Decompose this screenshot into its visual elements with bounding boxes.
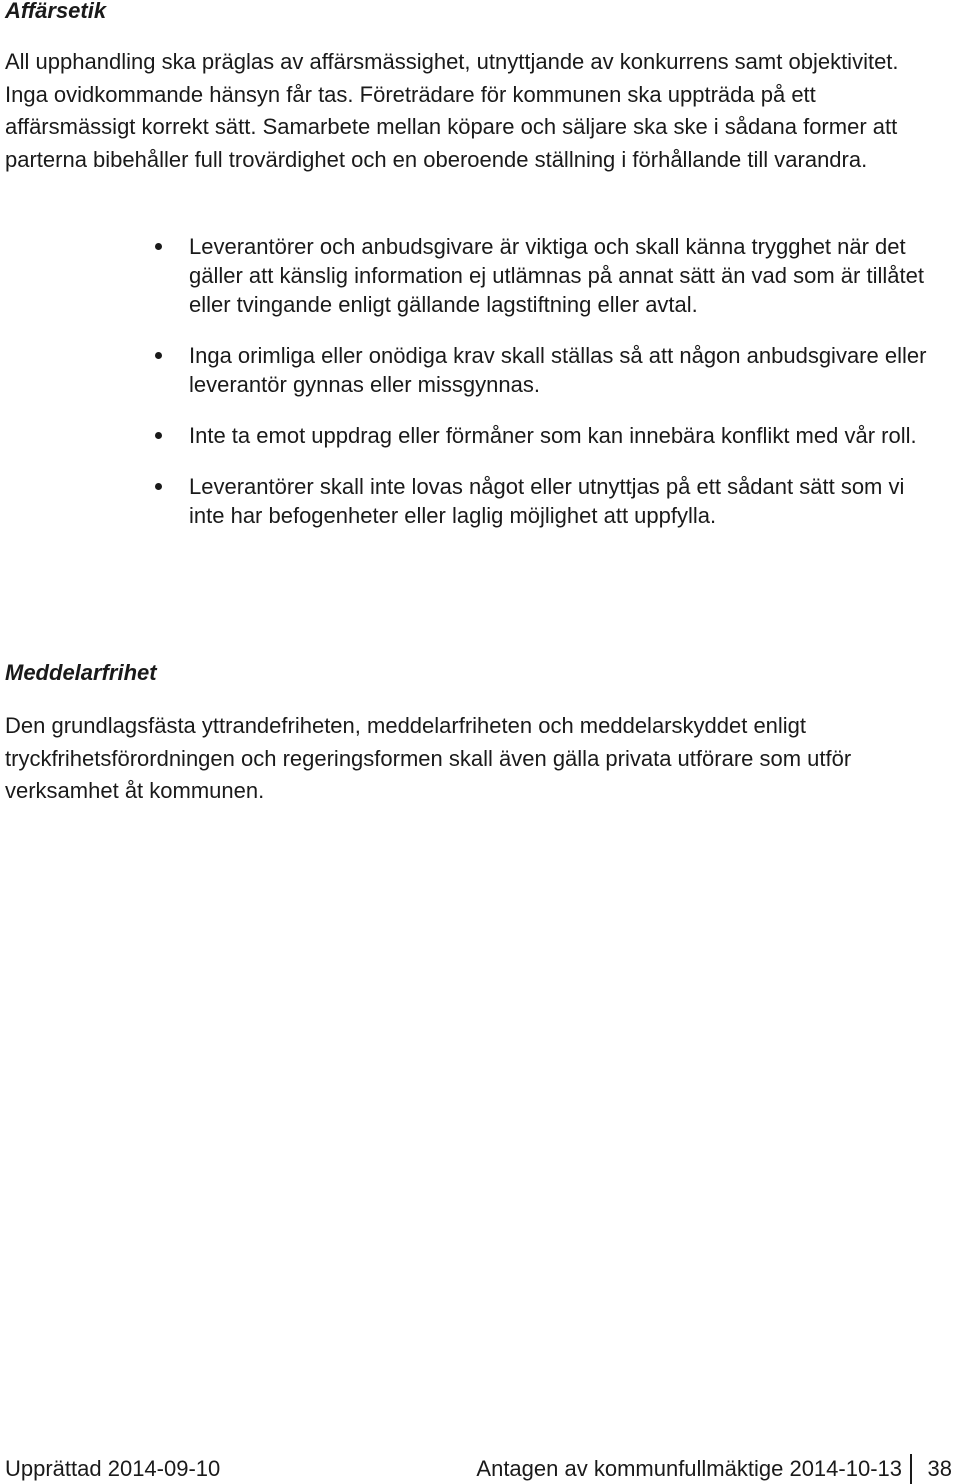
section-paragraph-affarsetik: All upphandling ska präglas av affärsmässighet, utnyttjande av konkurrens samt objektivitet. Inga ovidkommande hänsyn får tas. Företrädare för kommunen ska uppträda på ett affärsmässigt korrekt sätt. Samarbete mellan köpare och säljare ska ske i sådana former att parterna bibehåller full trovärdighet och en oberoende ställning i förhållande till varandra. bbox=[5, 49, 899, 172]
list-item-text: Leverantörer skall inte lovas något eller utnyttjas på ett sådant sätt som vi inte har befogenheter eller laglig möjlighet att uppfylla. bbox=[189, 474, 905, 528]
section-heading-meddelarfrihet: Meddelarfrihet bbox=[5, 660, 157, 685]
list-item bbox=[189, 232, 929, 319]
bullet-icon bbox=[155, 432, 162, 439]
list-item bbox=[189, 472, 929, 530]
list-item bbox=[189, 341, 929, 399]
page-number: 38 bbox=[927, 1456, 952, 1481]
bullet-list bbox=[189, 232, 929, 552]
list-item-text: Leverantörer och anbudsgivare är viktiga och skall känna trygghet när det gäller att känslig information ej utlämnas på annat sätt än vad som är tillåtet eller tvingande enligt gällande lagstiftning eller avtal. bbox=[189, 234, 924, 317]
bullet-icon bbox=[155, 483, 162, 490]
section-heading-affarsetik: Affärsetik bbox=[5, 0, 107, 23]
bullet-icon bbox=[155, 243, 162, 250]
bullet-icon bbox=[155, 352, 162, 359]
footer-created-date: Upprättad 2014-09-10 bbox=[5, 1456, 221, 1481]
footer-divider bbox=[910, 1454, 912, 1484]
list-item bbox=[189, 421, 929, 450]
list-item-text: Inga orimliga eller onödiga krav skall ställas så att någon anbudsgivare eller leverantör gynnas eller missgynnas. bbox=[189, 343, 927, 397]
footer-adopted-date: Antagen av kommunfullmäktige 2014-10-13 bbox=[476, 1456, 902, 1481]
list-item-text: Inte ta emot uppdrag eller förmåner som kan innebära konflikt med vår roll. bbox=[189, 423, 917, 448]
section-paragraph-meddelarfrihet: Den grundlagsfästa yttrandefriheten, meddelarfriheten och meddelarskyddet enligt tryckfrihetsförordningen och regeringsformen skall även gälla privata utförare som utför verksamhet åt kommunen. bbox=[5, 713, 852, 803]
